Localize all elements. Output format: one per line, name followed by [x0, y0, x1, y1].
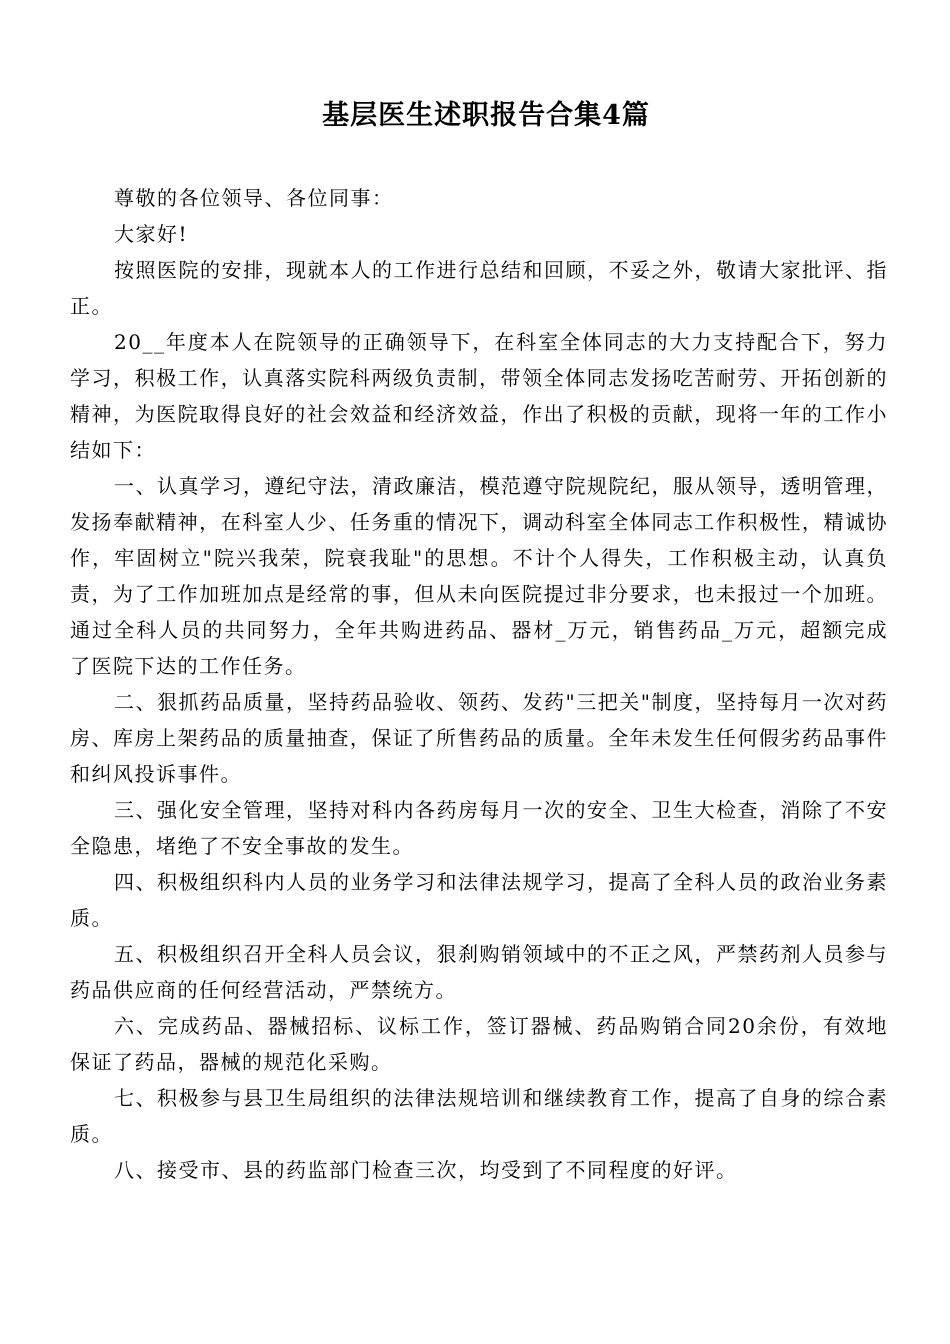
item-5-paragraph: 五、积极组织召开全科人员会议，狠刹购销领域中的不正之风，严禁药剂人员参与药品供应商的任何经营活动，严禁统方。	[70, 942, 888, 1002]
item-2-paragraph: 二、狠抓药品质量，坚持药品验收、领药、发药"三把关"制度，坚持每月一次对药房、库房上架药品的质量抽查，保证了所售药品的质量。全年未发生任何假劣药品事件和纠风投诉事件。	[70, 690, 888, 786]
document-title: 基层医生述职报告合集4篇	[322, 100, 650, 131]
salutation: 尊敬的各位领导、各位同事：	[114, 186, 394, 210]
item-1-paragraph: 一、认真学习，遵纪守法，清政廉洁，模范遵守院规院纪，服从领导，透明管理，发扬奉献精神，在科室人少、任务重的情况下，调动科室全体同志工作积极性，精诚协作，牢固树立"院兴我荣，院衰我耻"的思想。不计个人得失，工作积极主动，认真负责，为了工作加班加点是经常的事，但从未向医院提过非分要求，也未报过一个加班。通过全科人员的共同努力，全年共购进药品、器材_万元，销售药品_万元，超额完成了医院下达的工作任务。	[70, 474, 888, 678]
intro-paragraph: 按照医院的安排，现就本人的工作进行总结和回顾，不妥之外，敬请大家批评、指正。	[70, 258, 888, 318]
item-6-paragraph: 六、完成药品、器械招标、议标工作，签订器械、药品购销合同20余份，有效地保证了药品，器械的规范化采购。	[70, 1014, 888, 1074]
item-4-paragraph: 四、积极组织科内人员的业务学习和法律法规学习，提高了全科人员的政治业务素质。	[70, 870, 888, 930]
summary-paragraph: 20__年度本人在院领导的正确领导下，在科室全体同志的大力支持配合下，努力学习，积极工作，认真落实院科两级负责制，带领全体同志发扬吃苦耐劳、开拓创新的精神，为医院取得良好的社会效益和经济效益，作出了积极的贡献，现将一年的工作小结如下：	[70, 330, 888, 462]
greeting: 大家好!	[114, 222, 189, 246]
item-8-paragraph: 八、接受市、县的药监部门检查三次，均受到了不同程度的好评。	[114, 1158, 738, 1182]
item-7-paragraph: 七、积极参与县卫生局组织的法律法规培训和继续教育工作，提高了自身的综合素质。	[70, 1086, 888, 1146]
item-3-paragraph: 三、强化安全管理，坚持对科内各药房每月一次的安全、卫生大检查，消除了不安全隐患，堵绝了不安全事故的发生。	[70, 798, 888, 858]
